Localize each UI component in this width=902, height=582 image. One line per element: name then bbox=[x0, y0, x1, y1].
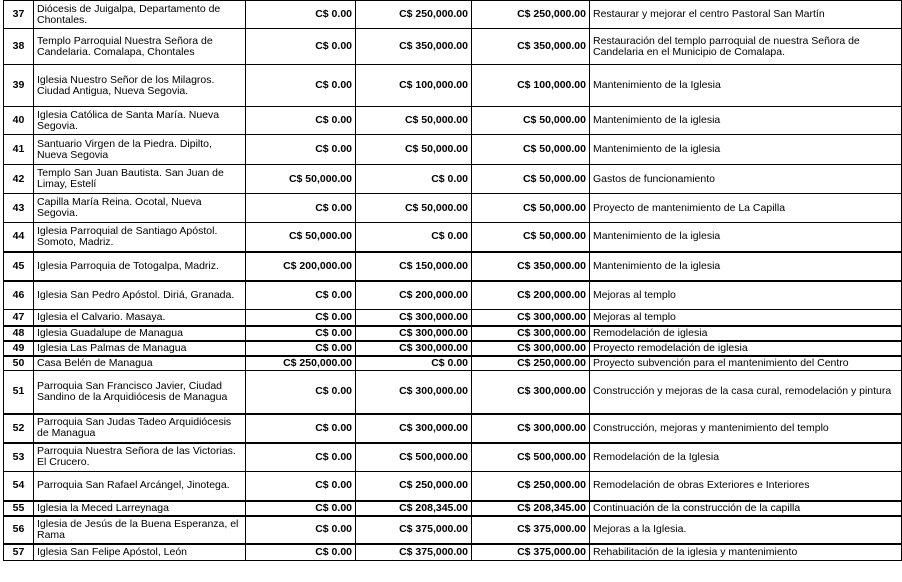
row-number: 37 bbox=[4, 1, 34, 29]
row-number: 49 bbox=[4, 341, 34, 356]
amount-first: C$ 0.00 bbox=[246, 194, 356, 223]
project-description: Mantenimiento de la iglesia bbox=[590, 252, 902, 281]
table-row bbox=[4, 1, 902, 29]
row-number: 50 bbox=[4, 356, 34, 371]
church-name: Parroquia Nuestra Señora de las Victorias. El Crucero. bbox=[34, 443, 246, 472]
church-name: Parroquia San Rafael Arcángel, Jinotega. bbox=[34, 472, 246, 501]
project-description: Mejoras al templo bbox=[590, 281, 902, 310]
amount-total: C$ 300,000.00 bbox=[472, 371, 590, 414]
amount-second: C$ 500,000.00 bbox=[356, 443, 472, 472]
amount-total: C$ 250,000.00 bbox=[472, 1, 590, 29]
project-description: Mantenimiento de la iglesia bbox=[590, 223, 902, 252]
row-number: 57 bbox=[4, 544, 34, 561]
row-number: 44 bbox=[4, 223, 34, 252]
amount-total: C$ 200,000.00 bbox=[472, 281, 590, 310]
amount-first: C$ 0.00 bbox=[246, 516, 356, 544]
row-number: 42 bbox=[4, 165, 34, 194]
table-row bbox=[4, 252, 902, 281]
table-row bbox=[4, 356, 902, 371]
row-number: 39 bbox=[4, 65, 34, 107]
amount-total: C$ 375,000.00 bbox=[472, 544, 590, 561]
amount-first: C$ 0.00 bbox=[246, 107, 356, 135]
church-name: Iglesia de Jesús de la Buena Esperanza, el Rama bbox=[34, 516, 246, 544]
amount-total: C$ 350,000.00 bbox=[472, 252, 590, 281]
row-number: 45 bbox=[4, 252, 34, 281]
amount-first: C$ 200,000.00 bbox=[246, 252, 356, 281]
table-row bbox=[4, 281, 902, 310]
amount-total: C$ 50,000.00 bbox=[472, 223, 590, 252]
project-description: Rehabilitación de la iglesia y mantenimiento bbox=[590, 544, 902, 561]
row-number: 53 bbox=[4, 443, 34, 472]
church-name: Capilla María Reina. Ocotal, Nueva Segovia. bbox=[34, 194, 246, 223]
project-description: Remodelación de obras Exteriores e Interiores bbox=[590, 472, 902, 501]
row-number: 48 bbox=[4, 326, 34, 341]
amount-second: C$ 300,000.00 bbox=[356, 414, 472, 443]
amount-first: C$ 0.00 bbox=[246, 371, 356, 414]
amount-second: C$ 375,000.00 bbox=[356, 516, 472, 544]
amount-second: C$ 50,000.00 bbox=[356, 194, 472, 223]
church-name: Parroquia San Judas Tadeo Arquidiócesis de Managua bbox=[34, 414, 246, 443]
table-row bbox=[4, 516, 902, 544]
amount-total: C$ 250,000.00 bbox=[472, 356, 590, 371]
amount-first: C$ 0.00 bbox=[246, 65, 356, 107]
table-row bbox=[4, 414, 902, 443]
amount-total: C$ 50,000.00 bbox=[472, 165, 590, 194]
row-number: 46 bbox=[4, 281, 34, 310]
project-description: Mantenimiento de la iglesia bbox=[590, 135, 902, 165]
church-name: Iglesia Nuestro Señor de los Milagros. Ciudad Antigua, Nueva Segovia. bbox=[34, 65, 246, 107]
amount-second: C$ 300,000.00 bbox=[356, 341, 472, 356]
church-name: Iglesia San Pedro Apóstol. Diriá, Granada. bbox=[34, 281, 246, 310]
amount-total: C$ 500,000.00 bbox=[472, 443, 590, 472]
amount-first: C$ 0.00 bbox=[246, 135, 356, 165]
amount-first: C$ 0.00 bbox=[246, 1, 356, 29]
amount-second: C$ 208,345.00 bbox=[356, 501, 472, 516]
project-description: Remodelación de iglesia bbox=[590, 326, 902, 341]
project-description: Mantenimiento de la Iglesia bbox=[590, 65, 902, 107]
table-row bbox=[4, 223, 902, 252]
table-row bbox=[4, 341, 902, 356]
church-name: Templo Parroquial Nuestra Señora de Candelaria. Comalapa, Chontales bbox=[34, 29, 246, 65]
amount-second: C$ 200,000.00 bbox=[356, 281, 472, 310]
amount-first: C$ 0.00 bbox=[246, 472, 356, 501]
row-number: 41 bbox=[4, 135, 34, 165]
row-number: 54 bbox=[4, 472, 34, 501]
amount-total: C$ 375,000.00 bbox=[472, 516, 590, 544]
amount-first: C$ 250,000.00 bbox=[246, 356, 356, 371]
amount-first: C$ 0.00 bbox=[246, 326, 356, 341]
table-row bbox=[4, 165, 902, 194]
project-description: Gastos de funcionamiento bbox=[590, 165, 902, 194]
table-row bbox=[4, 65, 902, 107]
amount-second: C$ 50,000.00 bbox=[356, 135, 472, 165]
amount-total: C$ 300,000.00 bbox=[472, 341, 590, 356]
amount-first: C$ 0.00 bbox=[246, 414, 356, 443]
row-number: 56 bbox=[4, 516, 34, 544]
amount-total: C$ 300,000.00 bbox=[472, 326, 590, 341]
church-name: Iglesia Parroquia de Totogalpa, Madriz. bbox=[34, 252, 246, 281]
amount-total: C$ 50,000.00 bbox=[472, 135, 590, 165]
amount-first: C$ 0.00 bbox=[246, 544, 356, 561]
budget-table bbox=[3, 0, 902, 561]
church-name: Santuario Virgen de la Piedra. Dipilto, Nueva Segovia bbox=[34, 135, 246, 165]
amount-second: C$ 350,000.00 bbox=[356, 29, 472, 65]
table-row bbox=[4, 29, 902, 65]
table-row bbox=[4, 371, 902, 414]
amount-total: C$ 50,000.00 bbox=[472, 194, 590, 223]
church-name: Casa Belén de Managua bbox=[34, 356, 246, 371]
project-description: Remodelación de la Iglesia bbox=[590, 443, 902, 472]
amount-second: C$ 300,000.00 bbox=[356, 326, 472, 341]
church-name: Iglesia la Meced Larreynaga bbox=[34, 501, 246, 516]
amount-first: C$ 0.00 bbox=[246, 310, 356, 326]
amount-total: C$ 300,000.00 bbox=[472, 310, 590, 326]
project-description: Mejoras al templo bbox=[590, 310, 902, 326]
project-description: Restauración del templo parroquial de nuestra Señora de Candelaria en el Municipio de Comalapa. bbox=[590, 29, 902, 65]
church-name: Iglesia Parroquial de Santiago Apóstol. Somoto, Madriz. bbox=[34, 223, 246, 252]
amount-second: C$ 250,000.00 bbox=[356, 472, 472, 501]
amount-second: C$ 375,000.00 bbox=[356, 544, 472, 561]
project-description: Continuación de la construcción de la capilla bbox=[590, 501, 902, 516]
project-description: Construcción y mejoras de la casa cural, remodelación y pintura bbox=[590, 371, 902, 414]
amount-total: C$ 208,345.00 bbox=[472, 501, 590, 516]
church-name: Templo San Juan Bautista. San Juan de Limay, Estelí bbox=[34, 165, 246, 194]
amount-second: C$ 0.00 bbox=[356, 356, 472, 371]
row-number: 47 bbox=[4, 310, 34, 326]
table-row bbox=[4, 107, 902, 135]
table-row bbox=[4, 310, 902, 326]
table-row bbox=[4, 443, 902, 472]
table-row bbox=[4, 544, 902, 561]
amount-first: C$ 0.00 bbox=[246, 341, 356, 356]
amount-second: C$ 100,000.00 bbox=[356, 65, 472, 107]
row-number: 43 bbox=[4, 194, 34, 223]
amount-first: C$ 0.00 bbox=[246, 501, 356, 516]
table-body bbox=[4, 1, 902, 561]
amount-second: C$ 0.00 bbox=[356, 165, 472, 194]
project-description: Mejoras a la Iglesia. bbox=[590, 516, 902, 544]
amount-first: C$ 50,000.00 bbox=[246, 165, 356, 194]
amount-total: C$ 100,000.00 bbox=[472, 65, 590, 107]
amount-total: C$ 350,000.00 bbox=[472, 29, 590, 65]
row-number: 38 bbox=[4, 29, 34, 65]
table-row bbox=[4, 135, 902, 165]
project-description: Construcción, mejoras y mantenimiento del templo bbox=[590, 414, 902, 443]
church-name: Parroquia San Francisco Javier, Ciudad Sandino de la Arquidiócesis de Managua bbox=[34, 371, 246, 414]
amount-second: C$ 300,000.00 bbox=[356, 371, 472, 414]
amount-second: C$ 300,000.00 bbox=[356, 310, 472, 326]
table-row bbox=[4, 472, 902, 501]
project-description: Mantenimiento de la iglesia bbox=[590, 107, 902, 135]
amount-total: C$ 50,000.00 bbox=[472, 107, 590, 135]
amount-first: C$ 0.00 bbox=[246, 29, 356, 65]
church-name: Iglesia Católica de Santa María. Nueva Segovia. bbox=[34, 107, 246, 135]
church-name: Iglesia Las Palmas de Managua bbox=[34, 341, 246, 356]
amount-total: C$ 250,000.00 bbox=[472, 472, 590, 501]
project-description: Restaurar y mejorar el centro Pastoral San Martín bbox=[590, 1, 902, 29]
amount-second: C$ 250,000.00 bbox=[356, 1, 472, 29]
row-number: 52 bbox=[4, 414, 34, 443]
project-description: Proyecto remodelación de iglesia bbox=[590, 341, 902, 356]
amount-first: C$ 0.00 bbox=[246, 281, 356, 310]
amount-second: C$ 50,000.00 bbox=[356, 107, 472, 135]
table-row bbox=[4, 501, 902, 516]
amount-total: C$ 300,000.00 bbox=[472, 414, 590, 443]
amount-second: C$ 150,000.00 bbox=[356, 252, 472, 281]
project-description: Proyecto de mantenimiento de La Capilla bbox=[590, 194, 902, 223]
row-number: 51 bbox=[4, 371, 34, 414]
project-description: Proyecto subvención para el mantenimiento del Centro bbox=[590, 356, 902, 371]
row-number: 40 bbox=[4, 107, 34, 135]
church-name: Diócesis de Juigalpa, Departamento de Chontales. bbox=[34, 1, 246, 29]
amount-first: C$ 50,000.00 bbox=[246, 223, 356, 252]
church-name: Iglesia el Calvario. Masaya. bbox=[34, 310, 246, 326]
church-name: Iglesia Guadalupe de Managua bbox=[34, 326, 246, 341]
church-name: Iglesia San Felipe Apóstol, León bbox=[34, 544, 246, 561]
table-row bbox=[4, 194, 902, 223]
amount-second: C$ 0.00 bbox=[356, 223, 472, 252]
row-number: 55 bbox=[4, 501, 34, 516]
table-row bbox=[4, 326, 902, 341]
amount-first: C$ 0.00 bbox=[246, 443, 356, 472]
